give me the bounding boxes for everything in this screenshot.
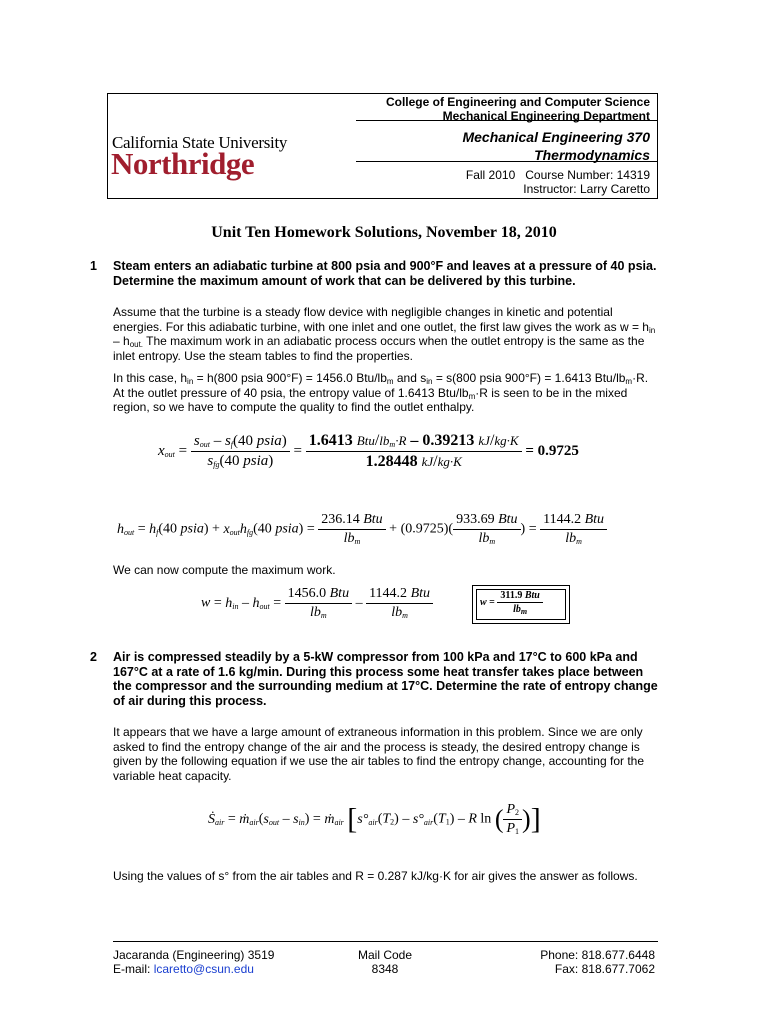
footer-phone-fax xyxy=(540,948,655,976)
course-name: Mechanical Engineering 370 xyxy=(462,129,650,145)
problem-number: 2 xyxy=(90,650,97,664)
email-link[interactable]: lcaretto@csun.edu xyxy=(153,962,254,976)
fax-number: Fax: 818.677.7062 xyxy=(554,962,655,976)
course-subject: Thermodynamics xyxy=(534,147,650,163)
problem-statement: Steam enters an adiabatic turbine at 800 psia and 900°F and leaves at a pressure of 40 psia. Determine the maximum amount of work that can be delivered by this turbine. xyxy=(113,259,657,288)
solution-paragraph: It appears that we have a large amount of extraneous information in this problem. Since we are only asked to find the entropy change of the air and the process is steady, the desired entropy change is given by the following equation if we use the air tables to find the entropy change, accounting for the variable heat capacity. xyxy=(113,725,645,783)
quality-equation: $x_{out}$ = $\frac{s_{out} - s_f(40 psia)}{s_{fg}(40 psia)}$ = $\frac{1.6413 Btu/lb_m\cdot R - 0.39213 kJ/kg\cdot K}{1.28448 kJ/kg\cdot K}$ = 0.9725 xyxy=(158,432,579,470)
office-address: Jacaranda (Engineering) 3519 xyxy=(113,948,275,962)
problem-number: 1 xyxy=(90,259,97,273)
work-answer: w = $\frac{\text{311.9 Btu}}{lb_m}$ xyxy=(480,590,543,615)
page-title: Unit Ten Homework Solutions, November 18, 2010 xyxy=(211,224,557,241)
instructor: Instructor: Larry Caretto xyxy=(523,182,650,196)
footer-contact xyxy=(113,948,274,976)
footer-mail-code: Mail Code 8348 xyxy=(357,948,413,976)
problem-statement: Air is compressed steadily by a 5-kW compressor from 100 kPa and 17°C to 600 kPa and 167°C at a rate of 1.6 kg/min. During this process some heat transfer takes place between the compressor and the surrounding medium at 17°C. Determine the rate of entropy change of air during this process. xyxy=(113,650,658,708)
solution-paragraph: In this case, $h_{in} = h(800$ psia 900°F) = 1456.0 Btu/$lb_m$ and $s_{in} = s(800$ psia 900°F) = 1.6413 Btu/$lb_m\cdot R$. At the outlet pressure of 40 psia, the entropy value of 1.6413 Btu/$lb_m\cdot R$ is seen to be in the mixed region, so we have to compute the quality to find the outlet enthalpy. xyxy=(113,371,649,414)
enthalpy-equation: $h_{out} = h_f(40$ psia) + $x_{out}h_{fg}(40$ psia) = $\frac{\text{236.14 Btu}}{lb_m}$ + (0.9725)( $\frac{\text{933.69 Btu}}{lb_m}$ ) = $\frac{\text{1144.2 Btu}}{lb_m}$ xyxy=(117,512,607,547)
work-equation: $w = h_{in} - h_{out}$ = $\frac{\text{1456.0 Btu}}{lb_m}$ – $\frac{\text{1144.2 Btu}}{lb_m}$ xyxy=(201,586,433,621)
footer-divider xyxy=(113,941,658,942)
phone-number: Phone: 818.677.6448 xyxy=(540,948,655,962)
solution-paragraph: Assume that the turbine is a steady flow device with negligible changes in kinetic and potential energies. For this adiabatic turbine, with one inlet and one outlet, the first law gives the work as $w = h_{in} - h_{out.}$ The maximum work in an adiabatic process occurs when the outlet entropy is the same as the inlet entropy. Use the steam tables to find the properties. xyxy=(113,305,656,363)
college-name: College of Engineering and Computer Science xyxy=(385,95,650,109)
university-logo-name: Northridge xyxy=(111,146,255,181)
university-logo-text: California State University xyxy=(112,133,288,152)
solution-paragraph: We can now compute the maximum work. xyxy=(113,563,336,577)
course-term: Fall 2010 Course Number: 14319 xyxy=(465,168,650,182)
entropy-rate-equation: Ṡ$_{air}$ = $ṁ_{air}(s_{out} - s_{in})$ = ṁ$_{air}$ [$s^\circ_{air}(T_2) - s^\circ_{air}(T_1)$ – R ln ( $\frac{P_2}{P_1}$ )] xyxy=(208,802,541,836)
solution-paragraph: Using the values of s° from the air tables and R = 0.287 kJ/kg·K for air gives the answer as follows. xyxy=(113,869,638,883)
email-line: E-mail: lcaretto@csun.edu xyxy=(113,962,254,976)
department-name: Mechanical Engineering Department xyxy=(442,109,650,123)
